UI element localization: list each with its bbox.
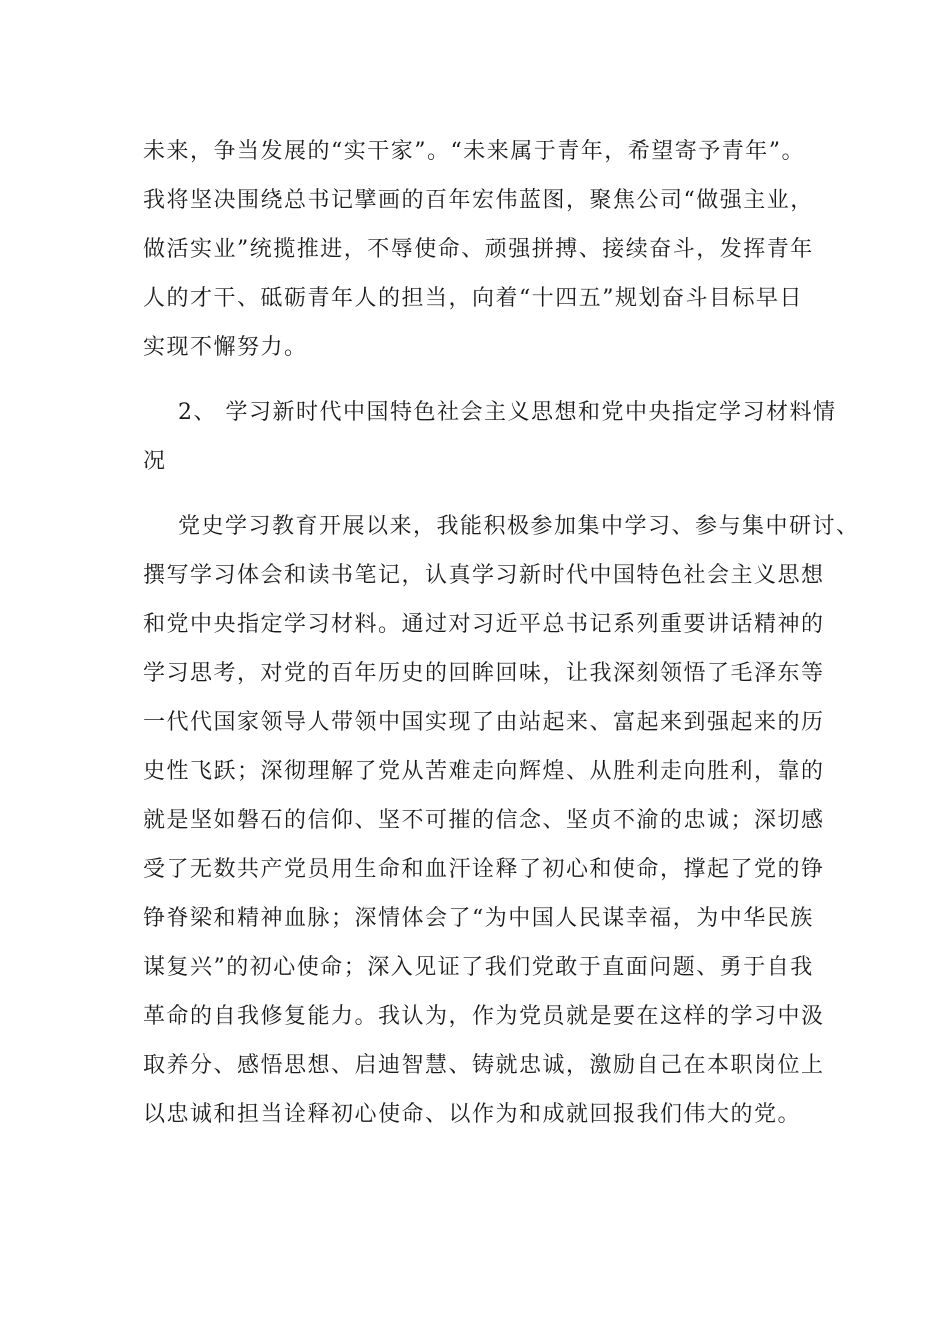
paragraph-2-line: 铮脊梁和精神血脉；深情体会了“为中国人民谋幸福，为中华民族 xyxy=(143,906,814,931)
paragraph-2-line: 以忠诚和担当诠释初心使命、以作为和成就回报我们伟大的党。 xyxy=(143,1102,802,1127)
paragraph-1-line: 做活实业”统揽推进，不辱使命、顽强拼搏、接续奋斗，发挥青年 xyxy=(143,237,814,262)
paragraph-2-line: 受了无数共产党员用生命和血汗诠释了初心和使命，撑起了党的铮 xyxy=(143,857,825,882)
paragraph-2-line: 就是坚如磐石的信仰、坚不可摧的信念、坚贞不渝的忠诚；深切感 xyxy=(143,808,825,833)
paragraph-2-line: 撰写学习体会和读书笔记，认真学习新时代中国特色社会主义思想 xyxy=(143,563,825,588)
paragraph-1-line: 未来，争当发展的“实干家”。“未来属于青年，希望寄予青年”。 xyxy=(143,139,805,164)
paragraph-1-line: 实现不懈努力。 xyxy=(143,335,308,360)
paragraph-2-line: 史性飞跃；深彻理解了党从苦难走向辉煌、从胜利走向胜利，靠的 xyxy=(143,759,825,784)
paragraph-2-line: 党史学习教育开展以来，我能积极参加集中学习、参与集中研讨、 xyxy=(178,514,860,539)
section-heading: 2、 学习新时代中国特色社会主义思想和党中央指定学习材料情 xyxy=(178,400,837,425)
paragraph-2-line: 革命的自我修复能力。我认为，作为党员就是要在这样的学习中汲 xyxy=(143,1004,825,1029)
paragraph-2-line: 一代代国家领导人带领中国实现了由站起来、富起来到强起来的历 xyxy=(143,710,825,735)
paragraph-2-line: 学习思考，对党的百年历史的回眸回味，让我深刻领悟了毛泽东等 xyxy=(143,661,825,686)
paragraph-2-line: 谋复兴”的初心使命；深入见证了我们党敢于直面问题、勇于自我 xyxy=(143,955,814,980)
paragraph-1-line: 人的才干、砥砺青年人的担当，向着“十四五”规划奋斗目标早日 xyxy=(143,286,803,311)
paragraph-2-line: 和党中央指定学习材料。通过对习近平总书记系列重要讲话精神的 xyxy=(143,612,825,637)
paragraph-1-line: 我将坚决围绕总书记擘画的百年宏伟蓝图，聚焦公司“做强主业， xyxy=(143,188,814,213)
paragraph-2-line: 取养分、感悟思想、启迪智慧、铸就忠诚，激励自己在本职岗位上 xyxy=(143,1053,825,1078)
section-heading-continuation: 况 xyxy=(143,449,167,474)
